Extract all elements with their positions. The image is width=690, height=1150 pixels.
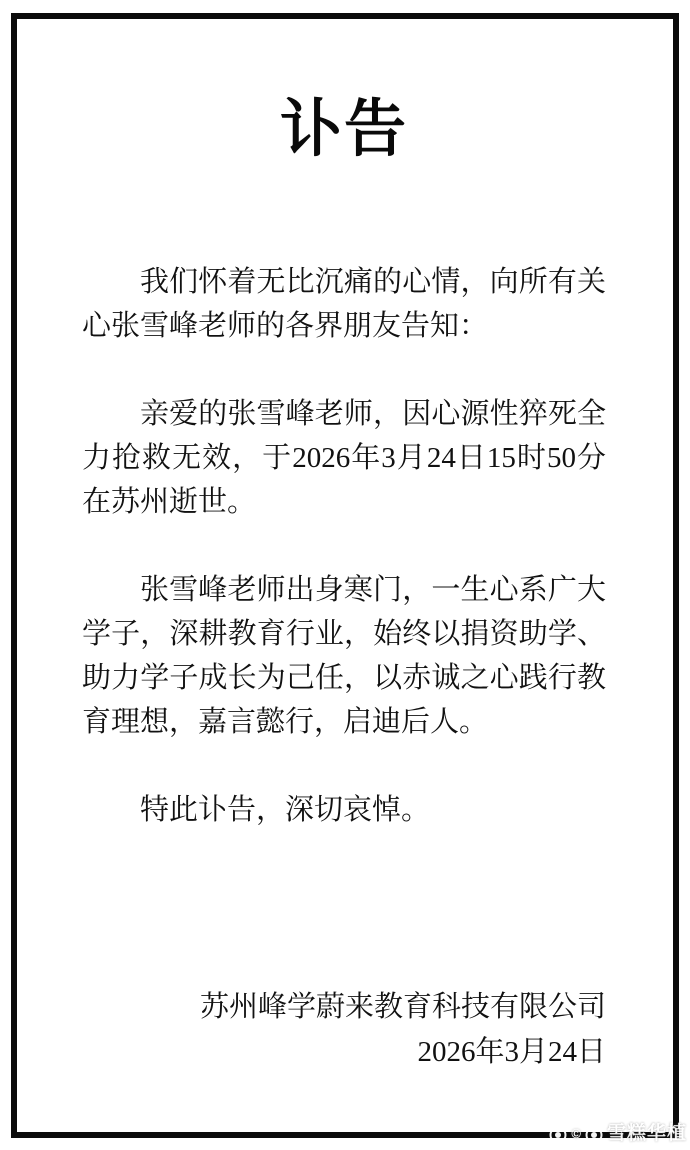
- page-border-frame: [11, 13, 679, 1138]
- page-content: [17, 19, 673, 1132]
- weibo-watermark: [548, 1119, 687, 1149]
- copyright-icon: ©: [571, 1126, 581, 1141]
- signature-date: 2026年3月24日: [417, 1036, 606, 1068]
- paragraph-death-announcement: 亲爱的张雪峰老师，因心源性猝死全力抢救无效，于2026年3月24日15时50分在苏州逝世。: [82, 398, 606, 518]
- paragraph-intro: 我们怀着无比沉痛的心情，向所有关心张雪峰老师的各界朋友告知：: [82, 266, 606, 342]
- page-title: 讣告: [279, 95, 408, 164]
- signature-block: [82, 985, 606, 1075]
- paragraph-closing: 特此讣告，深切哀悼。: [140, 794, 431, 826]
- paragraph-life-summary: 张雪峰老师出身寒门，一生心系广大学子，深耕教育行业，始终以捐资助学、助力学子成长为己任，以赤诚之心践行教育理想，嘉言懿行，启迪后人。: [82, 574, 606, 738]
- weibo-eye-icon: [584, 1124, 604, 1144]
- signature-company: 苏州峰学蔚来教育科技有限公司: [199, 991, 606, 1023]
- watermark-username: 雪糕华植: [606, 1123, 687, 1144]
- weibo-eye-icon: [548, 1124, 568, 1144]
- body-text: [82, 260, 606, 832]
